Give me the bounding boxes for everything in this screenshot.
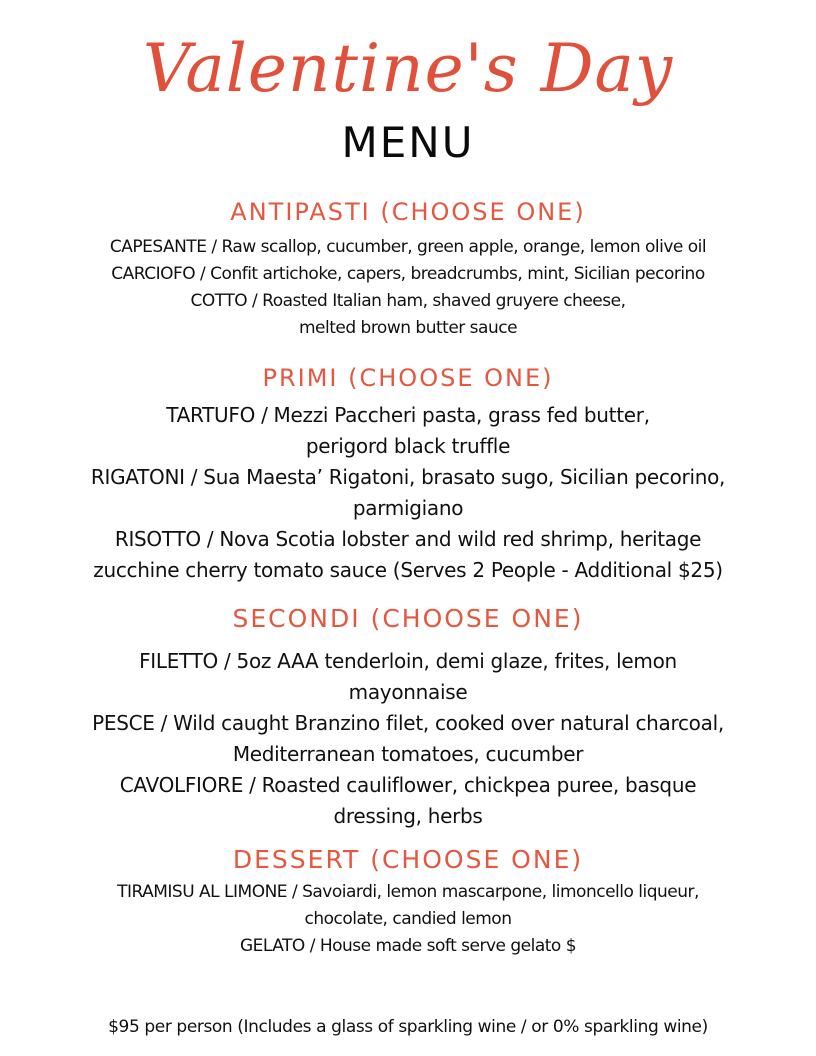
menu-item-line: FILETTO / 5oz AAA tenderloin, demi glaze, frites, lemon [139, 649, 677, 673]
valentines-day-title: Valentine's Day [142, 30, 674, 107]
price-note: $95 per person (Includes a glass of sparkling wine / or 0% sparkling wine) [108, 1017, 708, 1037]
dessert-items [16, 879, 800, 960]
menu-item-line: zucchine cherry tomato sauce (Serves 2 People - Additional $25) [93, 558, 723, 582]
menu-item-line: RISOTTO / Nova Scotia lobster and wild red shrimp, heritage [114, 527, 702, 551]
antipasti-items [16, 234, 800, 342]
menu-item-line: CAPESANTE / Raw scallop, cucumber, green apple, orange, lemon olive oil [109, 237, 707, 257]
menu-item-line: CAVOLFIORE / Roasted cauliflower, chickpea puree, basque [119, 773, 697, 797]
menu-item-line: mayonnaise [348, 680, 468, 704]
menu-item-line: TIRAMISU AL LIMONE / Savoiardi, lemon mascarpone, limoncello liqueur, [117, 882, 699, 902]
secondi-items [16, 646, 800, 832]
menu-item-line: PESCE / Wild caught Branzino filet, cooked over natural charcoal, [92, 711, 724, 735]
menu-item-line: GELATO / House made soft serve gelato $ [239, 936, 577, 956]
menu-item-line: melted brown butter sauce [298, 318, 518, 338]
secondi-heading: SECONDI (CHOOSE ONE) [232, 604, 584, 633]
menu-item-line: Mediterranean tomatoes, cucumber [232, 742, 584, 766]
menu-heading: MENU [341, 118, 475, 167]
menu-item-line: RIGATONI / Sua Maesta’ Rigatoni, brasato sugo, Sicilian pecorino, [90, 465, 726, 489]
dessert-heading: DESSERT (CHOOSE ONE) [232, 845, 584, 874]
menu-item-line: COTTO / Roasted Italian ham, shaved gruyere cheese, [190, 291, 626, 311]
menu-item-line: TARTUFO / Mezzi Paccheri pasta, grass fed butter, [166, 403, 650, 427]
primi-heading: PRIMI (CHOOSE ONE) [262, 364, 554, 392]
menu-item-line: dressing, herbs [333, 804, 483, 828]
menu-item-line: parmigiano [352, 496, 464, 520]
menu-item-line: chocolate, candied lemon [304, 909, 512, 929]
menu-item-line: CARCIOFO / Confit artichoke, capers, breadcrumbs, mint, Sicilian pecorino [111, 264, 705, 284]
menu-item-line: perigord black truffle [305, 434, 511, 458]
primi-items [16, 400, 800, 586]
antipasti-heading: ANTIPASTI (CHOOSE ONE) [230, 198, 586, 226]
